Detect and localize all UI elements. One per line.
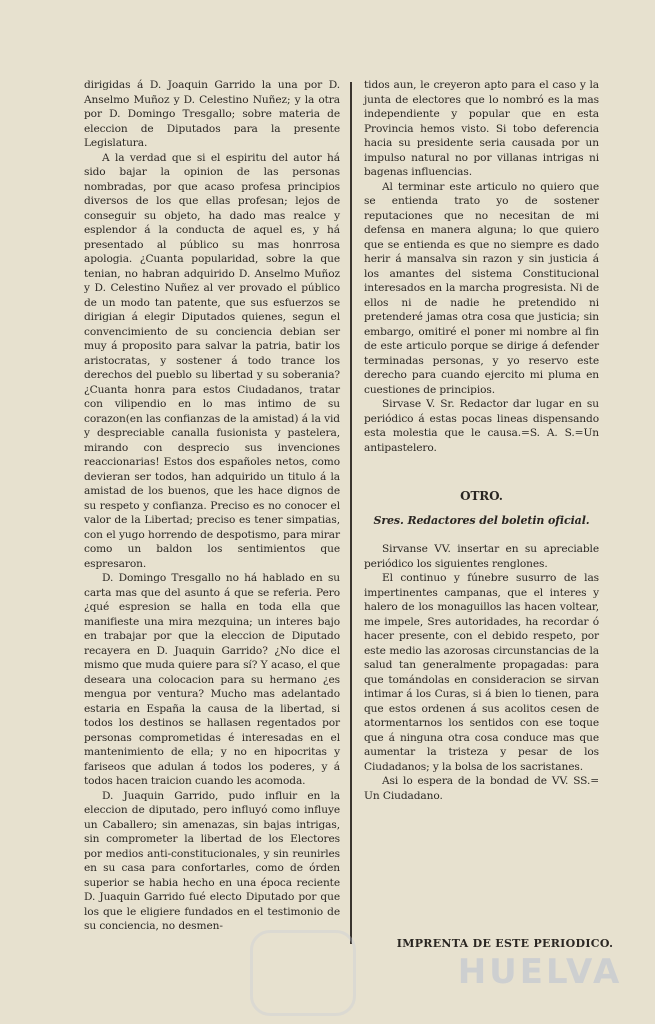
section-heading: OTRO. [460, 489, 503, 503]
left-column [84, 78, 340, 934]
right-column [364, 78, 599, 803]
right-paragraph-1: tidos aun, le creyeron apto para el caso y la junta de electores que lo nombró es la mas independiente y popular que en esta Provincia hemos visto. Si tobo deferencia hacia su presidente seria causada por un impulso natural no por villanas intrigas ni bagenas influencias. [364, 79, 599, 178]
right-paragraph-5: El continuo y fúnebre susurro de las impertinentes campanas, que el interes y halero de los monaguillos las hacen voltear, me impele, Sres autoridades, ha recordar ó hacer presente, con el debido respeto, por este medio las azorosas circunstancias de la salud tan generalmente propagadas: para que tomándolas en consideracion se sirvan intimar á los Curas, si á bien lo tienen, para que estos ordenen á sus acolitos cesen de atormentarnos los sentidos con ese toque que á ninguna otra cosa conduce mas que aumentar la tristeza y pesar de los Ciudadanos; y la bolsa de los sacristanes. [364, 572, 599, 773]
library-watermark: HUELVA [457, 952, 623, 992]
left-paragraph-2: A la verdad que si el espiritu del autor há sido bajar la opinion de las personas nombradas, por que acaso profesa principios diversos de los que ellas profesan; lejos de conseguir su objeto, ha dado mas realce y esplendor á la conducta de aquel es, y há presentado al público su mas honrrosa apologia. ¿Cuanta popularidad, sobre la que tenian, no habran adquirido D. Anselmo Muñoz y D. Celestino Nuñez al ver provado el público de un modo tan patente, que sus esfuerzos se dirigian á elegir Diputados quienes, segun el convencimiento de su conciencia debian ser muy á proposito para salvar la patria, batir los aristocratas, y sostener á todo trance los derechos del pueblo su libertad y su soberania? ¿Cuanta honra para estos Ciudadanos, tratar con vilipendio en lo mas intimo de su corazon(en las confianzas de la amistad) á la vid y despreciable canalla fusionista y pastelera, mirando con desprecio sus invenciones reaccionarias! Estos dos españoles netos, como devieran ser todos, han adquirido un titulo á la amistad de los buenos, que les hace dignos de su respeto y confianza. Preciso es no conocer el valor de la Libertad; preciso es tener simpatias, con el yugo horrendo de despotismo, para mirar como un baldon los sentimientos que espresaron. [84, 151, 340, 570]
column-divider [350, 82, 352, 944]
left-paragraph-1: dirigidas á D. Joaquin Garrido la una por D. Anselmo Muñoz y D. Celestino Nuñez; y la otra por D. Domingo Tresgallo; sobre materia de eleccion de Diputados para la presente Legislatura. [84, 79, 340, 149]
right-paragraph-2: Al terminar este articulo no quiero que se entienda trato yo de sostener reputaciones que no necesitan de mi defensa en manera alguna; lo que quiero que se entienda es que no siempre es dado herir á mansalva sin razon y sin justicia á los amantes del sistema Constitucional interesados en la marcha progresista. Ni de ellos ni de nadie he pretendido ni pretenderé jamas otra cosa que justicia; sin embargo, omitiré el poner mi nombre al fin de este articulo porque se dirige á defender terminadas personas, y yo reservo este derecho para cuando ejercito mi pluma en cuestiones de principios. [364, 180, 599, 396]
printer-imprint: IMPRENTA DE ESTE PERIODICO. [396, 937, 614, 950]
left-paragraph-4: D. Juaquin Garrido, pudo influir en la eleccion de diputado, pero influyó como influye un Caballero; sin amenazas, sin bajas intrigas, sin comprometer la libertad de los Electores por medios anti-constitucionales, y sin reunirles en su casa para confortarles, como de órden superior se habia hecho en una época reciente D. Juaquin Garrido fué electo Diputado por que los que le eligiere fundados en el testimonio de su conciencia, no desmen- [84, 789, 340, 932]
right-paragraph-4: Sirvanse VV. insertar en su apreciable periódico los siguientes renglones. [364, 543, 599, 570]
right-paragraph-6: Asi lo espera de la bondad de VV. SS.= Un Ciudadano. [364, 775, 599, 802]
watermark-seal-icon [250, 930, 356, 1016]
section-subheading: Sres. Redactores del boletin oficial. [373, 513, 590, 527]
left-paragraph-3: D. Domingo Tresgallo no há hablado en su carta mas que del asunto á que se referia. Pero ¿qué espresion se halla en toda ella que manifieste una mira mezquina; un interes bajo en trabajar por que la eleccion de Diputado recayera en D. Juaquin Garrido? ¿No dice el mismo que muda quiere para sí? Y acaso, el que deseara una colocacion para su hermano ¿es mengua por ventura? Mucho mas adelantado estaria en España la causa de la libertad, si todos los destinos se hallasen regentados por personas comprometidas é interesadas en el mantenimiento de ella; y no en hipocritas y fariseos que adulan á todos los poderes, y á todos hacen traicion cuando les acomoda. [84, 572, 340, 787]
right-paragraph-3: Sirvase V. Sr. Redactor dar lugar en su periódico á estas pocas lineas dispensando esta molestia que le causa.=S. A. S.=Un antipastelero. [364, 398, 599, 454]
